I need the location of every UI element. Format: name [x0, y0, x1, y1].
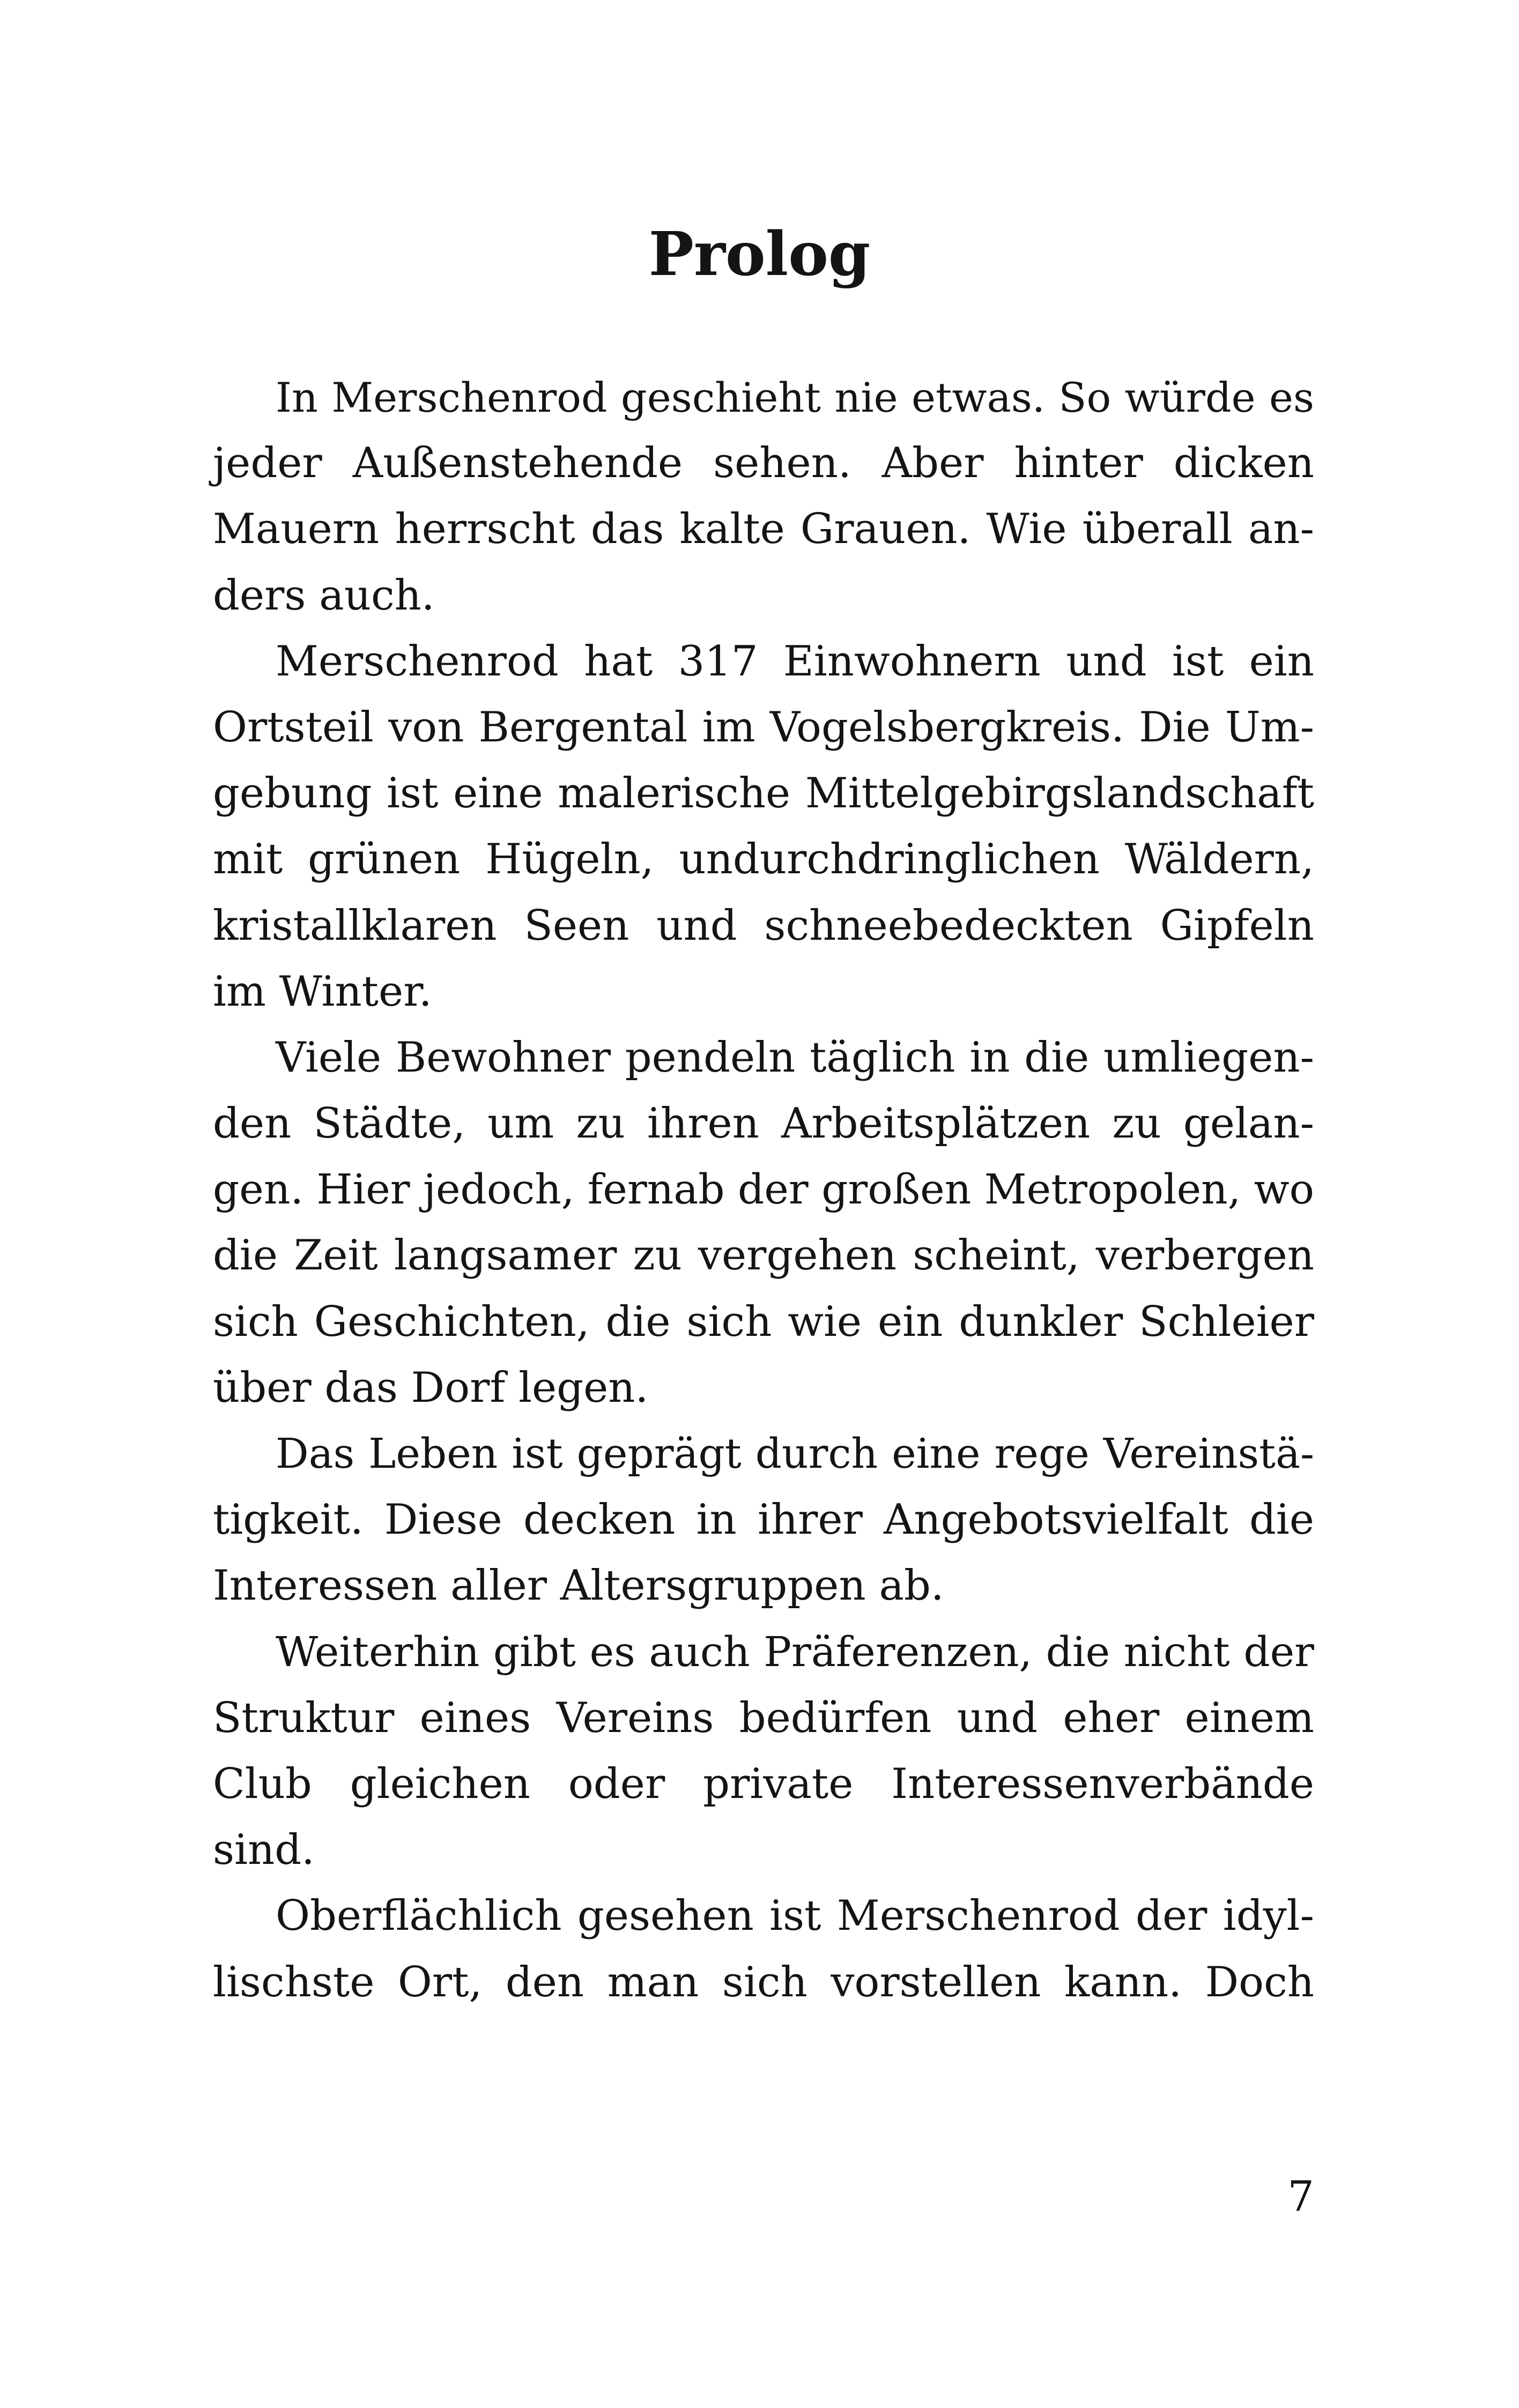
text-line: In Merschenrod geschieht nie etwas. So würde es [276, 374, 1314, 421]
text-line: gebung ist eine malerische Mittelgebirgslandschaft [213, 769, 1314, 818]
text-line: Club gleichen oder private Interessenverbände [213, 1759, 1314, 1808]
text-line: Mauern herrscht das kalte Grauen. Wie überall an- [213, 505, 1314, 554]
text-line: Struktur eines Vereins bedürfen und eher einem [213, 1693, 1314, 1742]
text-line: lischste Ort, den man sich vorstellen kann. Doch [213, 1958, 1314, 2006]
text-line: Weiterhin gibt es auch Präferenzen, die nicht der [276, 1628, 1314, 1676]
text-line: gen. Hier jedoch, fernab der großen Metropolen, wo [213, 1166, 1314, 1214]
text-line: ders auch. [213, 571, 435, 620]
text-line: Oberflächlich gesehen ist Merschenrod der idyl- [276, 1892, 1314, 1941]
text-line: sich Geschichten, die sich wie ein dunkler Schleier [213, 1297, 1314, 1346]
text-line: kristallklaren Seen und schneebedeckten Gipfeln [213, 901, 1314, 950]
text-line: die Zeit langsamer zu vergehen scheint, verbergen [213, 1231, 1314, 1280]
text-line: Ortsteil von Bergental im Vogelsbergkreis. Die Um- [213, 703, 1314, 752]
text-line: mit grünen Hügeln, undurchdringlichen Wäldern, [213, 835, 1314, 884]
text-line: Das Leben ist geprägt durch eine rege Vereinstä- [276, 1430, 1314, 1478]
text-line: Interessen aller Altersgruppen ab. [213, 1562, 944, 1610]
body-text [213, 365, 1314, 2016]
text-line: sind. [213, 1826, 315, 1875]
chapter-title: Prolog [648, 219, 871, 289]
text-line: Merschenrod hat 317 Einwohnern und ist ein [276, 637, 1314, 686]
text-line: über das Dorf legen. [213, 1363, 649, 1412]
page-number: 7 [1287, 2173, 1314, 2221]
text-line: jeder Außenstehende sehen. Aber hinter dicken [213, 439, 1314, 488]
text-line: tigkeit. Diese decken in ihrer Angebotsvielfalt die [213, 1496, 1314, 1544]
text-line: den Städte, um zu ihren Arbeitsplätzen zu gelan- [213, 1099, 1314, 1148]
text-line: Viele Bewohner pendeln täglich in die umliegen- [276, 1033, 1314, 1082]
text-line: im Winter. [213, 967, 432, 1016]
